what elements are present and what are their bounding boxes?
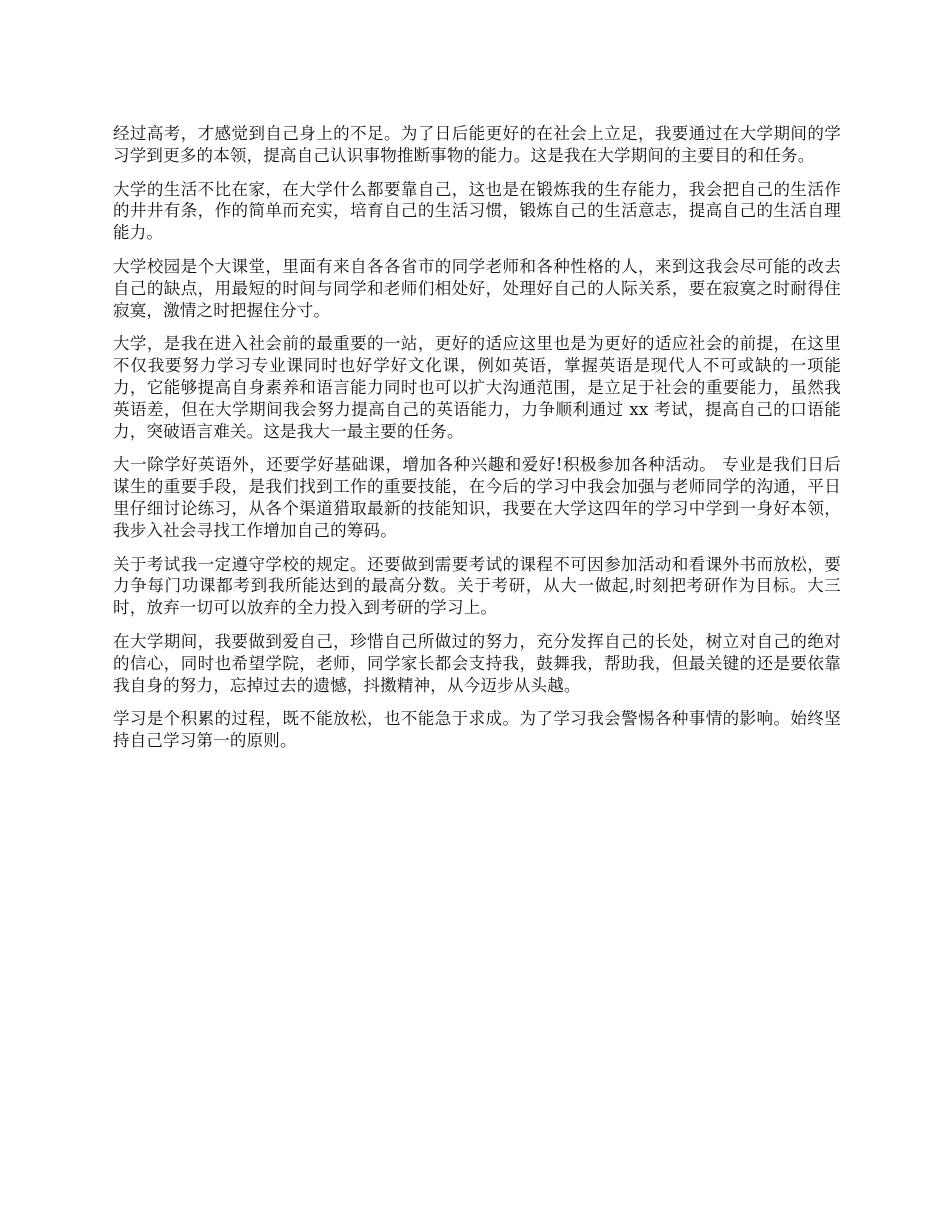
paragraph: 大学的生活不比在家，在大学什么都要靠自己，这也是在锻炼我的生存能力，我会把自己的生活作的井井有条，作的简单而充实，培育自己的生活习惯，锻炼自己的生活意志，提高自己的生活自理能力。 [113,179,841,243]
paragraph: 大学校园是个大课堂，里面有来自各各省市的同学老师和各种性格的人，来到这我会尽可能的改去自己的缺点，用最短的时间与同学和老师们相处好，处理好自己的人际关系，要在寂寞之时耐得住寂寞，激情之时把握住分寸。 [113,256,841,320]
paragraph: 大学，是我在进入社会前的最重要的一站，更好的适应这里也是为更好的适应社会的前提，在这里不仅我要努力学习专业课同时也好学好文化课，例如英语，掌握英语是现代人不可或缺的一项能力，它能够提高自身素养和语言能力同时也可以扩大沟通范围，是立足于社会的重要能力，虽然我英语差，但在大学期间我会努力提高自己的英语能力，力争顺利通过 xx 考试，提高自己的口语能力，突破语言难关。这是我大一最主要的任务。 [113,334,841,441]
paragraph: 在大学期间，我要做到爱自己，珍惜自己所做过的努力，充分发挥自己的长处，树立对自己的绝对的信心，同时也希望学院，老师，同学家长都会支持我，鼓舞我，帮助我，但最关键的还是要依靠我自身的努力，忘掉过去的遗憾，抖擞精神，从今迈步从头越。 [113,631,841,695]
paragraph: 经过高考，才感觉到自己身上的不足。为了日后能更好的在社会上立足，我要通过在大学期间的学习学到更多的本领，提高自己认识事物推断事物的能力。这是我在大学期间的主要目的和任务。 [113,124,841,165]
document-body [113,123,841,764]
paragraph: 关于考试我一定遵守学校的规定。还要做到需要考试的课程不可因参加活动和看课外书而放松，要力争每门功课都考到我所能达到的最高分数。关于考研，从大一做起,时刻把考研作为目标。大三时，放弃一切可以放弃的全力投入到考研的学习上。 [113,554,841,618]
paragraph: 大一除学好英语外，还要学好基础课，增加各种兴趣和爱好!积极参加各种活动。 专业是我们日后谋生的重要手段，是我们找到工作的重要技能，在今后的学习中我会加强与老师同学的沟通，平日里仔细讨论练习，从各个渠道猎取最新的技能知识，我要在大学这四年的学习中学到一身好本领，我步入社会寻找工作增加自己的筹码。 [113,455,841,540]
paragraph: 学习是个积累的过程，既不能放松，也不能急于求成。为了学习我会警惕各种事情的影响。始终坚持自己学习第一的原则。 [113,709,841,751]
